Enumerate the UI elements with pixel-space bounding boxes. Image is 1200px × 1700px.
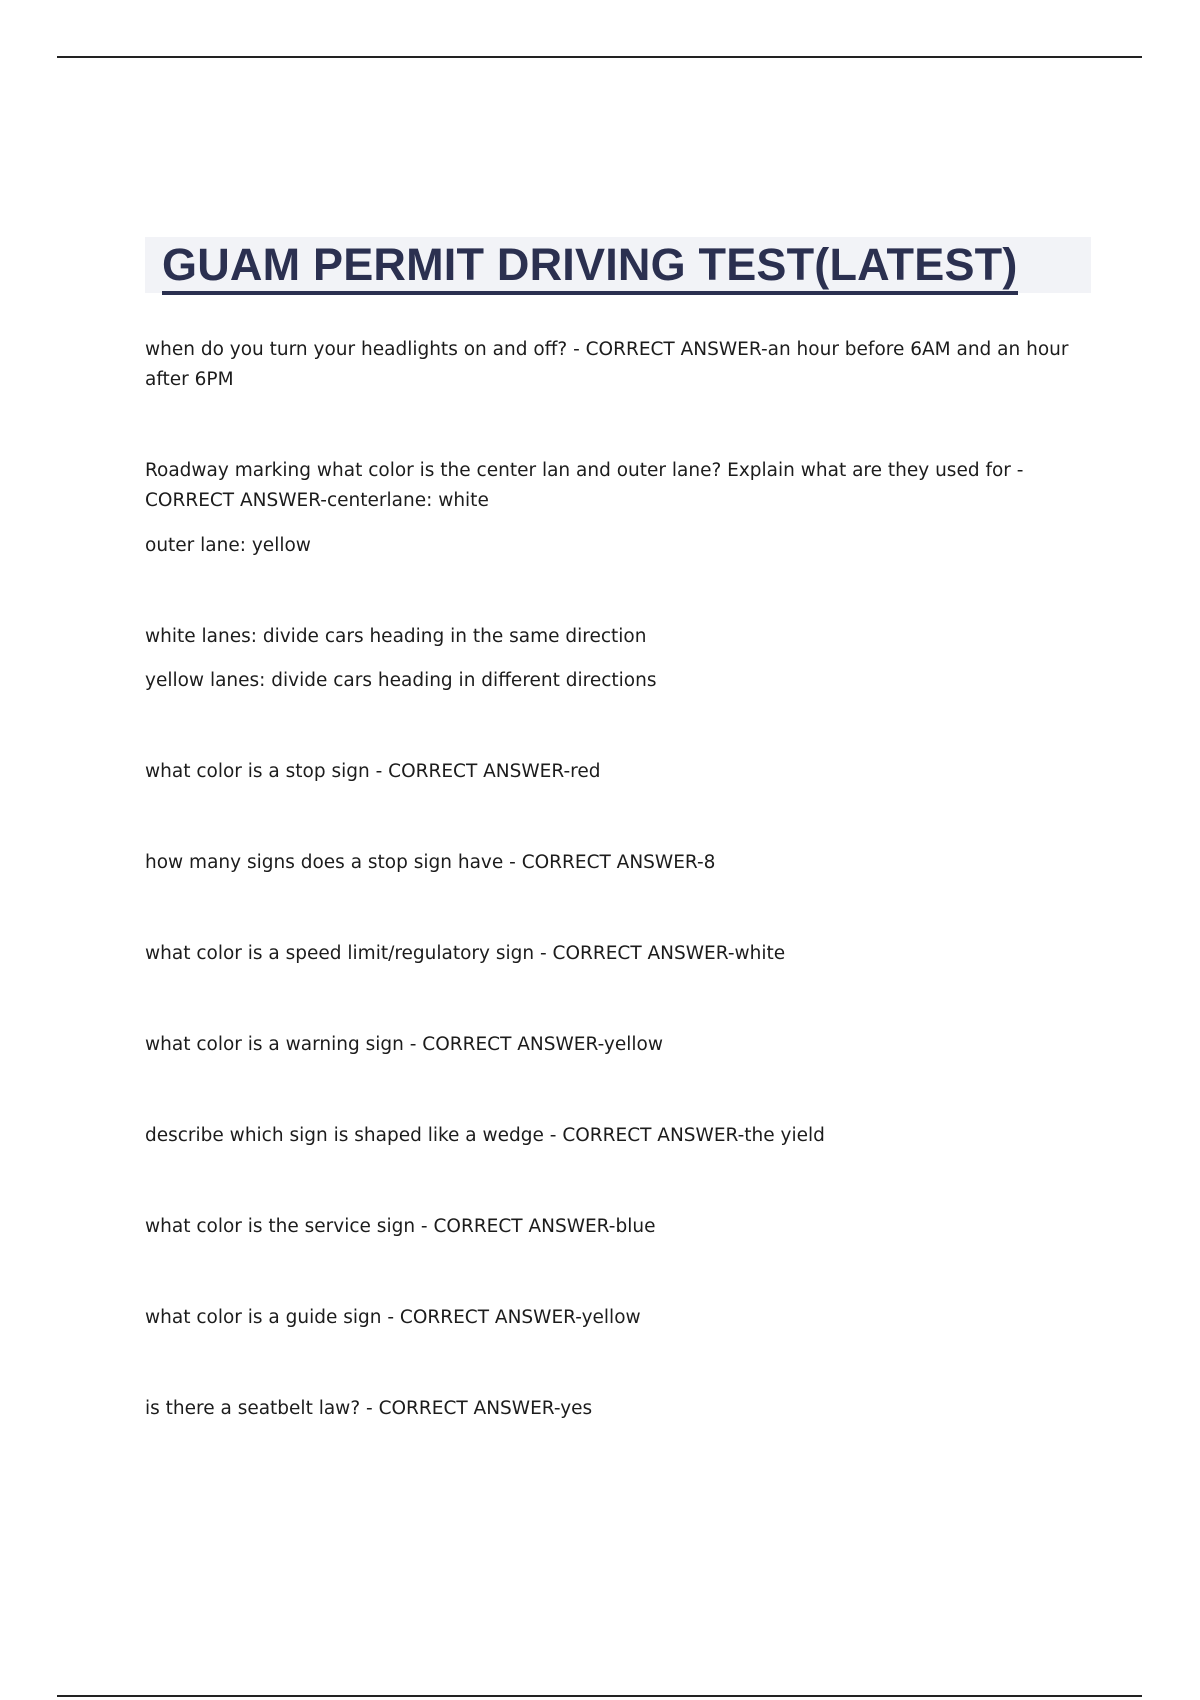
qa-item-headlights: when do you turn your headlights on and off? - CORRECT ANSWER-an hour before 6AM and an hour after 6PM [145,339,1069,390]
document-title: GUAM PERMIT DRIVING TEST(LATEST) [162,239,1018,295]
qa-item-white-lanes: white lanes: divide cars heading in the same direction [145,626,647,647]
qa-item-stop-sign-sides: how many signs does a stop sign have - CORRECT ANSWER-8 [145,852,716,873]
title-banner [145,237,1091,293]
qa-item-stop-sign-color: what color is a stop sign - CORRECT ANSWER-red [145,761,601,782]
footer-rule [57,1695,1142,1697]
qa-item-roadway-marking: Roadway marking what color is the center lan and outer lane? Explain what are they used for - CORRECT ANSWER-centerlane: white [145,460,1024,511]
qa-item-outer-lane: outer lane: yellow [145,535,311,556]
qa-item-guide-sign: what color is a guide sign - CORRECT ANSWER-yellow [145,1307,641,1328]
qa-item-service-sign: what color is the service sign - CORRECT ANSWER-blue [145,1216,656,1237]
qa-item-wedge-sign: describe which sign is shaped like a wedge - CORRECT ANSWER-the yield [145,1125,825,1146]
header-rule [57,56,1142,58]
qa-item-regulatory-sign: what color is a speed limit/regulatory sign - CORRECT ANSWER-white [145,943,786,964]
qa-item-warning-sign: what color is a warning sign - CORRECT ANSWER-yellow [145,1034,663,1055]
qa-item-seatbelt-law: is there a seatbelt law? - CORRECT ANSWER-yes [145,1398,593,1419]
qa-item-yellow-lanes: yellow lanes: divide cars heading in different directions [145,670,657,691]
